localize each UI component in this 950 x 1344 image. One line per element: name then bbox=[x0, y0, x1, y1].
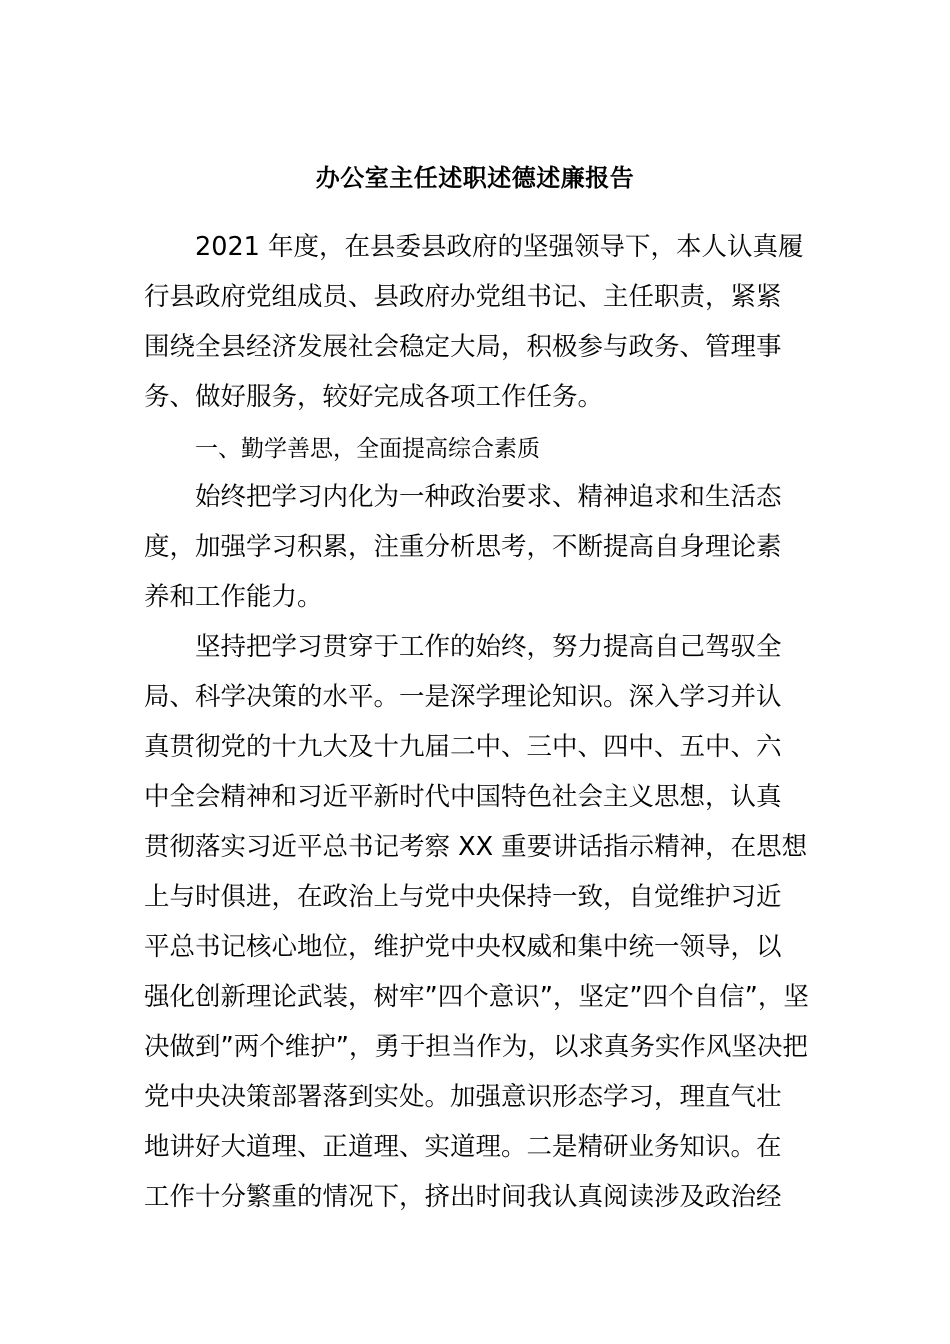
text-line: 强化创新理论武装，树牢”四个意识”，坚定”四个自信”，坚 bbox=[144, 982, 809, 1012]
text-line: 围绕全县经济发展社会稳定大局，积极参与政务、管理事 bbox=[144, 332, 782, 362]
text-line: 工作十分繁重的情况下，挤出时间我认真阅读涉及政治经 bbox=[144, 1182, 782, 1212]
text-line: 党中央决策部署落到实处。加强意识形态学习，理直气壮 bbox=[144, 1082, 782, 1112]
text-line: 度，加强学习积累，注重分析思考，不断提高自身理论素 bbox=[144, 532, 782, 562]
section-heading: 一、勤学善思，全面提高综合素质 bbox=[195, 436, 540, 462]
document-title: 办公室主任述职述德述廉报告 bbox=[315, 164, 635, 192]
text-line: 局、科学决策的水平。一是深学理论知识。深入学习并认 bbox=[144, 682, 782, 712]
text-line: 上与时俱进，在政治上与党中央保持一致，自觉维护习近 bbox=[144, 882, 782, 912]
text-line: 地讲好大道理、正道理、实道理。二是精研业务知识。在 bbox=[144, 1132, 782, 1162]
text-line: 决做到”两个维护”，勇于担当作为，以求真务实作风坚决把 bbox=[144, 1032, 808, 1062]
text-line: 养和工作能力。 bbox=[144, 582, 323, 612]
text-line: 行县政府党组成员、县政府办党组书记、主任职责，紧紧 bbox=[144, 282, 782, 312]
text-line: 2021 年度，在县委县政府的坚强领导下，本人认真履 bbox=[195, 232, 804, 262]
text-line: 中全会精神和习近平新时代中国特色社会主义思想，认真 bbox=[144, 782, 782, 812]
text-line: 贯彻落实习近平总书记考察 XX 重要讲话指示精神，在思想 bbox=[144, 832, 808, 862]
text-line: 始终把学习内化为一种政治要求、精神追求和生活态 bbox=[195, 482, 782, 512]
text-line: 平总书记核心地位，维护党中央权威和集中统一领导，以 bbox=[144, 932, 782, 962]
text-line: 真贯彻党的十九大及十九届二中、三中、四中、五中、六 bbox=[144, 732, 782, 762]
text-line: 务、做好服务，较好完成各项工作任务。 bbox=[144, 382, 604, 412]
text-line: 坚持把学习贯穿于工作的始终，努力提高自己驾驭全 bbox=[195, 632, 782, 662]
